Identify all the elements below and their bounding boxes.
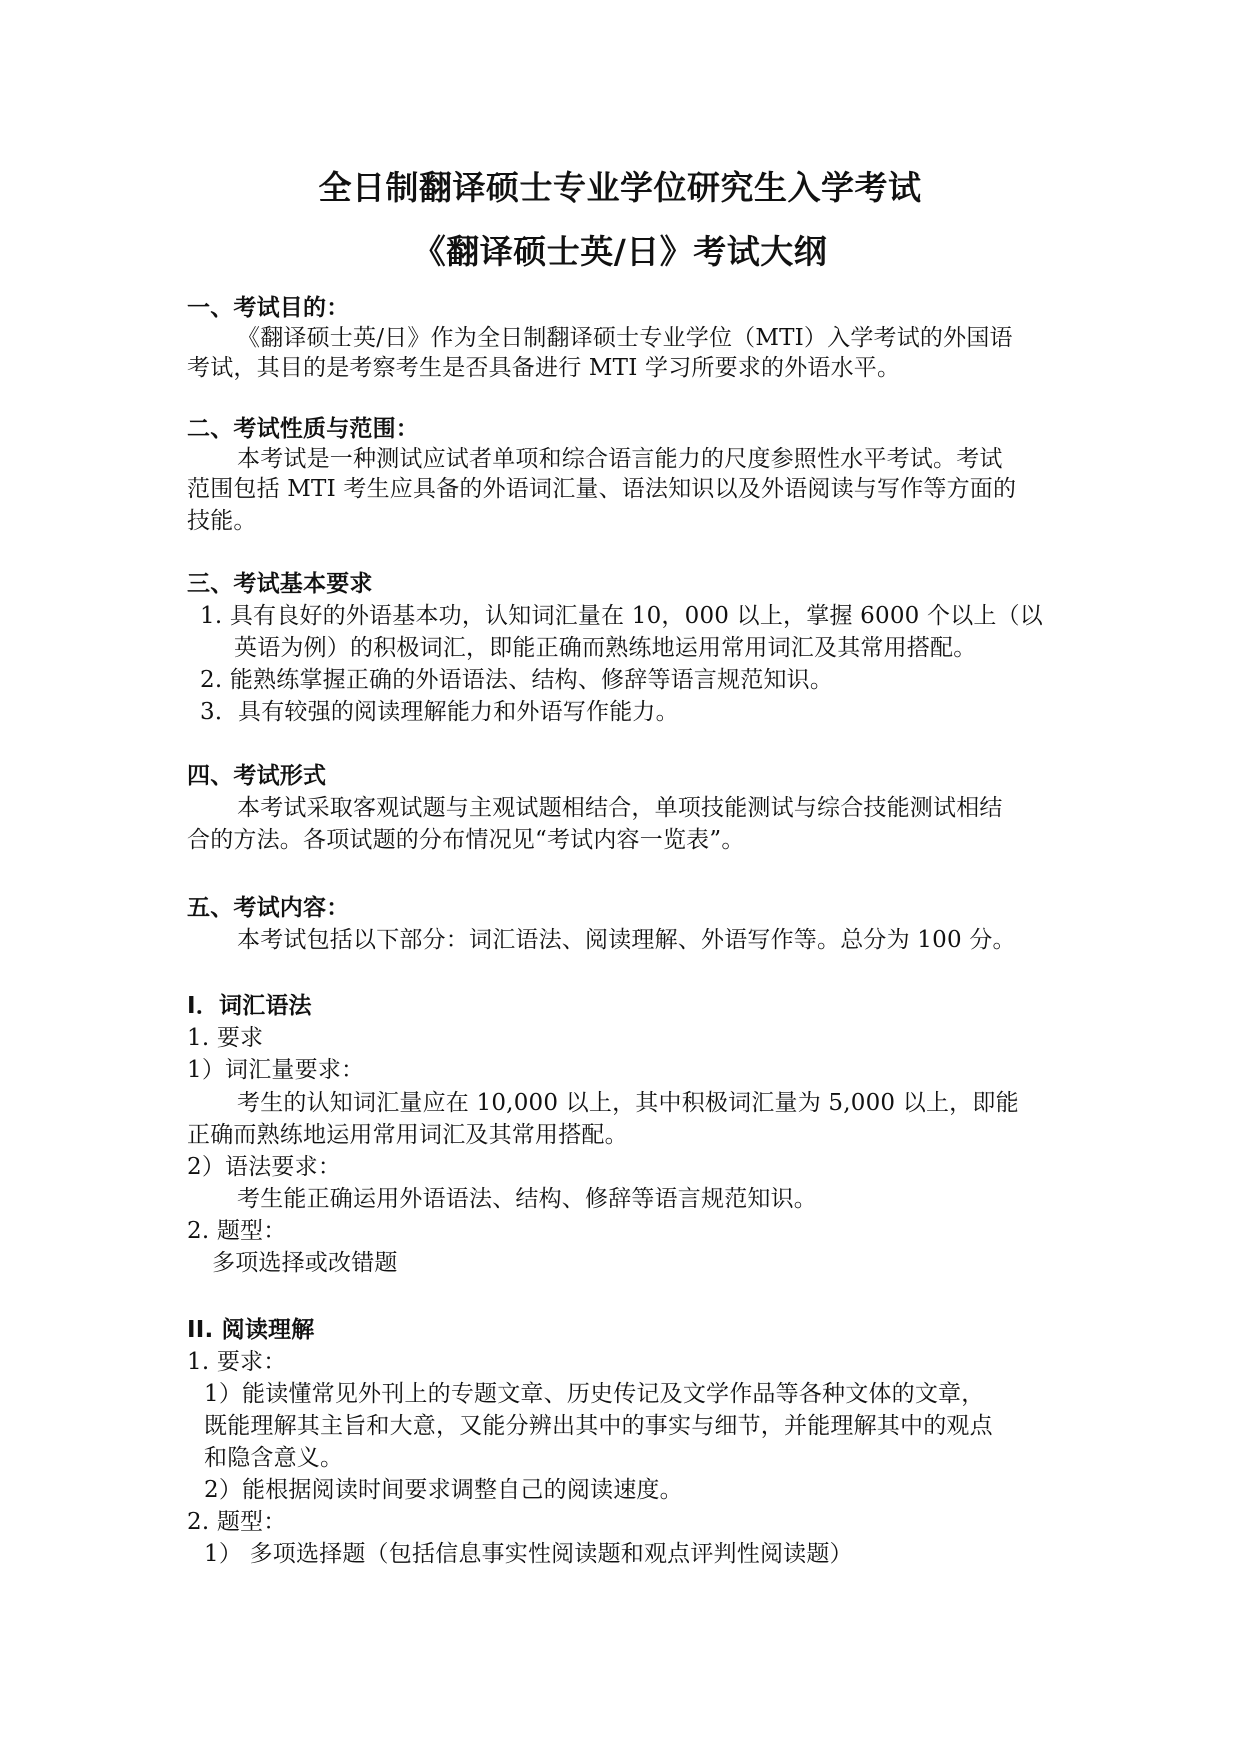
paragraph-line: 范围包括 MTI 考生应具备的外语词汇量、语法知识以及外语阅读与写作等方面的	[187, 476, 1017, 502]
list-item: 3．具有较强的阅读理解能力和外语写作能力。	[200, 699, 679, 725]
paragraph-line: 和隐含意义。	[204, 1445, 344, 1471]
paragraph-line: 多项选择或改错题	[212, 1250, 398, 1276]
list-item: 2. 题型：	[187, 1509, 287, 1535]
paragraph-line: 本考试包括以下部分：词汇语法、阅读理解、外语写作等。总分为 100 分。	[237, 927, 1016, 953]
paragraph-line: 考生的认知词汇量应在 10,000 以上，其中积极词汇量为 5,000 以上，即能	[237, 1090, 1019, 1116]
paragraph-line: 考试，其目的是考察考生是否具备进行 MTI 学习所要求的外语水平。	[187, 355, 901, 381]
list-item: 1） 多项选择题（包括信息事实性阅读题和观点评判性阅读题）	[204, 1541, 853, 1567]
doc-title-2: 《翻译硕士英/日》考试大纲	[412, 232, 828, 271]
part-heading-2: II. 阅读理解	[187, 1317, 315, 1343]
section-heading-5: 五、考试内容：	[187, 895, 350, 921]
paragraph-line: 本考试是一种测试应试者单项和综合语言能力的尺度参照性水平考试。考试	[237, 446, 1003, 472]
list-item: 2）能根据阅读时间要求调整自己的阅读速度。	[204, 1477, 683, 1503]
list-item: 1）能读懂常见外刊上的专题文章、历史传记及文学作品等各种文体的文章，	[204, 1381, 985, 1407]
list-item: 2. 题型：	[187, 1218, 287, 1244]
list-item: 1. 要求：	[187, 1349, 287, 1375]
paragraph-line: 既能理解其主旨和大意，又能分辨出其中的事实与细节，并能理解其中的观点	[204, 1413, 993, 1439]
part-heading-1: I．词汇语法	[187, 993, 312, 1019]
paragraph-line: 正确而熟练地运用常用词汇及其常用搭配。	[187, 1122, 628, 1148]
section-heading-4: 四、考试形式	[187, 763, 327, 789]
paragraph-line: 合的方法。各项试题的分布情况见“考试内容一览表”。	[187, 827, 745, 853]
section-heading-3: 三、考试基本要求	[187, 571, 373, 597]
list-item: 2）语法要求：	[187, 1154, 342, 1180]
list-item: 英语为例）的积极词汇，即能正确而熟练地运用常用词汇及其常用搭配。	[234, 635, 977, 661]
list-item: 1. 具有良好的外语基本功，认知词汇量在 10，000 以上，掌握 6000 个以上（以	[200, 603, 1043, 629]
paragraph-line: 《翻译硕士英/日》作为全日制翻译硕士专业学位（MTI）入学考试的外国语	[237, 325, 1013, 351]
paragraph-line: 技能。	[187, 508, 257, 534]
section-heading-2: 二、考试性质与范围：	[187, 416, 419, 442]
doc-title-1: 全日制翻译硕士专业学位研究生入学考试	[318, 168, 922, 207]
list-item: 2. 能熟练掌握正确的外语语法、结构、修辞等语言规范知识。	[200, 667, 834, 693]
paragraph-line: 考生能正确运用外语语法、结构、修辞等语言规范知识。	[237, 1186, 817, 1212]
list-item: 1. 要求	[187, 1025, 264, 1051]
paragraph-line: 本考试采取客观试题与主观试题相结合，单项技能测试与综合技能测试相结	[237, 795, 1003, 821]
section-heading-1: 一、考试目的：	[187, 295, 350, 321]
list-item: 1）词汇量要求：	[187, 1057, 365, 1083]
